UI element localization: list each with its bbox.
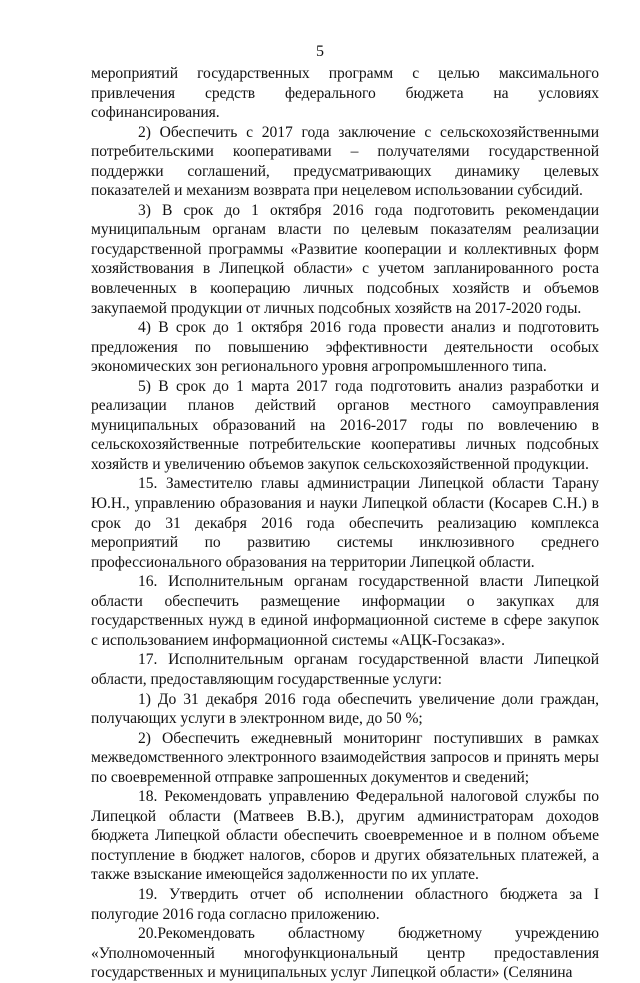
paragraph-18: 18. Рекомендовать управлению Федеральной налоговой службы по Липецкой области (Матвеев В.В.), другим администраторам доходов бюджета Липецкой области обеспечить своевременное и в полном объеме поступление в бюджет налогов, сборов и других обязательных платежей, а также взыскание имеющейся задолженности по их уплате. xyxy=(91,788,599,884)
document-body xyxy=(91,64,599,983)
paragraph-16: 16. Исполнительным органам государственной власти Липецкой области обеспечить размещение информации о закупках для государственных нужд в единой информационной системе в сфере закупок с использованием информационной системы «АЦК-Госзаказ». xyxy=(91,573,599,649)
paragraph-20: 20.Рекомендовать областному бюджетному учреждению «Уполномоченный многофункциональный центр предоставления государственных и муниципальных услуг Липецкой области» (Селянина xyxy=(91,925,599,982)
page-number: 5 xyxy=(316,43,324,60)
paragraph-17-item-1: 1) До 31 декабря 2016 года обеспечить увеличение доли граждан, получающих услуги в электронном виде, до 50 %; xyxy=(91,690,599,728)
paragraph-item-4: 4) В срок до 1 октября 2016 года провести анализ и подготовить предложения по повышению эффективности деятельности особых экономических зон регионального уровня агропромышленного типа. xyxy=(91,319,599,376)
paragraph-item-3: 3) В срок до 1 октября 2016 года подготовить рекомендации муниципальным органам власти по целевым показателям реализации государственной программы «Развитие кооперации и коллективных форм хозяйствования в Липецкой области» с учетом запланированного роста вовлеченных в кооперацию личных подсобных хозяйств и объемов закупаемой продукции от личных подсобных хозяйств на 2017-2020 годы. xyxy=(91,201,599,317)
paragraph-continuation: мероприятий государственных программ с целью максимального привлечения средств федерального бюджета на условиях софинансирования. xyxy=(91,65,599,122)
paragraph-19: 19. Утвердить отчет об исполнении областного бюджета за I полугодие 2016 года согласно приложению. xyxy=(91,885,599,923)
paragraph-item-2: 2) Обеспечить с 2017 года заключение с сельскохозяйственными потребительскими кооперативами – получателями государственной поддержки соглашений, предусматривающих динамику целевых показателей и механизм возврата при нецелевом использовании субсидий. xyxy=(91,123,599,200)
paragraph-17-item-2: 2) Обеспечить ежедневный мониторинг поступивших в рамках межведомственного электронного взаимодействия запросов и принять меры по своевременной отправке запрошенных документов и сведений; xyxy=(91,729,599,786)
paragraph-17: 17. Исполнительным органам государственной власти Липецкой области, предоставляющим государственные услуги: xyxy=(91,651,599,688)
paragraph-15: 15. Заместителю главы администрации Липецкой области Тарану Ю.Н., управлению образования и науки Липецкой области (Косарев С.Н.) в срок до 31 декабря 2016 года обеспечить реализацию комплекса мероприятий по развитию системы инклюзивного среднего профессионального образования на территории Липецкой области. xyxy=(91,475,599,571)
paragraph-item-5: 5) В срок до 1 марта 2017 года подготовить анализ разработки и реализации планов действий органов местного самоуправления муниципальных образований на 2016-2017 годы по вовлечению в сельскохозяйственные потребительские кооперативы личных подсобных хозяйств и увеличению объемов закупок сельскохозяйственной продукции. xyxy=(91,377,599,473)
